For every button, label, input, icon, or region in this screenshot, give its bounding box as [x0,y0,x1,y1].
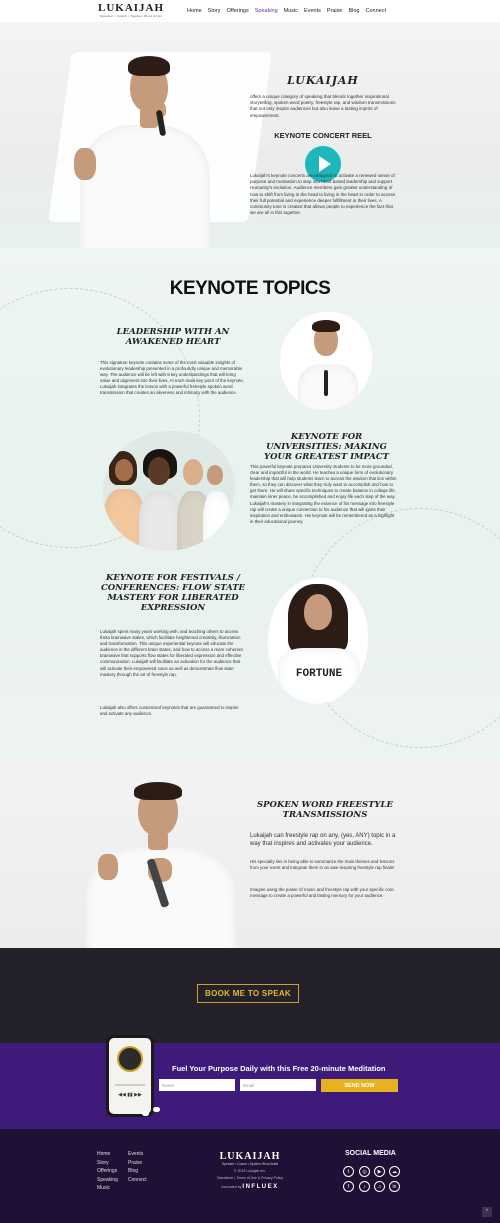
footer-link-events[interactable]: Events [128,1151,144,1157]
footer-tagline: Speaker • Coach • Spoken Word Artist [222,1162,278,1166]
topic-text-custom: Lukaijah also offers customized keynotes that are guaranteed to inspire and activate any audience. [100,705,239,717]
optin-title: Fuel Your Purpose Daily with this Free 20-minute Meditation [172,1064,386,1073]
spoken-word-text: His specialty lies in being able to summarize the main themes and lessons from your event and integrate them in an awe-inspiring freestyle rap finale! [250,859,395,871]
nav-offerings[interactable]: Offerings [226,8,249,14]
speaker-photo [280,312,372,410]
footer-link-home[interactable]: Home [97,1151,111,1157]
footer-links-col1 [97,1151,118,1191]
nav-events[interactable]: Events [304,8,321,14]
spoken-word-heading: SPOKEN WORD FREESTYLE TRANSMISSIONS [257,800,393,820]
agency-logo[interactable]: INFLUEX [242,1184,279,1190]
copyright: © 2019 Lukaijah Inc. [234,1169,266,1173]
earbud-icon [153,1107,160,1112]
keynote-topics-section [0,248,500,758]
topic-heading: LEADERSHIP WITH AN AWAKENED HEART [116,327,230,347]
students-photo [103,431,235,551]
site-logo[interactable] [98,3,164,18]
email-field[interactable]: Email [240,1079,316,1091]
legal-links[interactable]: Disclaimer | Terms of Use & Privacy Policy [217,1176,283,1180]
footer-link-music[interactable]: Music [97,1185,111,1191]
spoken-word-text: Imagine using the power of music and freestyle rap with your specific core message to create a powerful and lasting memory for your audience. [250,887,394,899]
topic-text: This signature keynote contains some of the most valuable insights of evolutionary leadership presented in a profoundly unique and memorable way. The audience will be left with 5 key understandings that will bring value and alignment into their lives. At each main key point of the keynote, Lukaijah integrates the lesson with a powerful freestyle spoken word transmission that creates an aliveness and intimacy with the audience. [100,360,245,396]
instagram-icon[interactable]: ◎ [359,1166,370,1177]
footer-link-story[interactable]: Story [97,1159,109,1166]
site-footer [0,1129,500,1223]
twitter-icon[interactable]: t [343,1166,354,1177]
logo-text: LUKAIJAH [98,2,165,14]
footer-link-speaking[interactable]: Speaking [97,1176,118,1183]
nav-story[interactable]: Story [207,8,221,14]
earbud-icon [142,1111,149,1116]
play-icon [319,156,331,172]
spoken-word-section [0,758,500,948]
brush-divider [0,948,500,956]
footer-link-connect[interactable]: Connect [128,1176,147,1183]
nav-connect[interactable]: Connect [365,8,386,14]
meditation-optin-section [0,1043,500,1129]
nav-home[interactable]: Home [187,8,202,14]
topic-text: Lukaijah spent many years working with, and teaching others to access theta brainwave states, which facilitate heightened creativity, illumination and transformation. This unique experiential keynote will educate the audience in the different brain states, and how to access a more coherent brainwave that supports flow states for liberated expression and effective communication. Lukaijah will facilitate an activation for the audience that will activate their empowered voice as well as demonstrate flow state mastery through the art of freestyle rap. [100,629,243,677]
footer-brand [200,1151,300,1190]
spotify-icon[interactable]: ♪ [359,1181,370,1192]
footer-link-blog[interactable]: Blog [128,1168,139,1174]
nav-praise[interactable]: Praise [326,8,343,14]
topic-heading: KEYNOTE FOR FESTIVALS / CONFERENCES: FLOW STATE MASTERY FOR LIBERATED EXPRESSION [100,573,246,613]
reel-title: KEYNOTE CONCERT REEL [274,131,372,140]
nav-music[interactable]: Music [283,8,299,14]
scroll-to-top-button[interactable]: ^ [482,1207,492,1217]
progress-bar [115,1084,145,1086]
main-menu [187,8,386,14]
send-now-button[interactable]: SEND NOW [321,1079,398,1092]
footer-logo[interactable]: LUKAIJAH [219,1151,281,1162]
social-media-title: SOCIAL MEDIA [345,1150,396,1157]
innovated-by-label: Innovated by [221,1185,242,1189]
hero-intro: offers a unique category of speaking that blends together inspirational storytelling, spoken word poetry, freestyle rap, and wisdom transmissions that not only inspire audiences but also leave a lasting imprint of empowerment. [250,94,396,118]
facebook-icon[interactable]: f [343,1181,354,1192]
name-field[interactable]: Name [159,1079,235,1091]
book-me-button[interactable]: BOOK ME TO SPEAK [197,984,299,1003]
reel-description: Lukaijah's keynote concerts are designed to activate a renewed sense of purpose and motivation to step into heart based leadership and support Humanity's evolution. Audience members gain greater understanding of how to shift from living in the head to living in the heart in order to access their full potential and experience deeper fulfillment in their lives. A community tone is created that allows people to experience the fact that we are all in this together. [250,173,396,216]
footer-link-offerings[interactable]: Offerings [97,1168,118,1174]
freestyle-speaker-photo [80,768,240,948]
soundcloud-icon[interactable]: ☁ [389,1166,400,1177]
topic-text: This powerful keynote prepares University students to be more grounded, clear and impactful in the world. He teaches a unique form of evolutionary leadership that will help students learn to access the wisdom that lies within them, so they can discover what they truly want to accomplish and how to get there. He will share specific techniques to create balance in college life, maintain inner peace, be accomplished and enjoy life each step of the way. Lukaijah's mastery in integrating the essence of his message into freestyle rap will create a unique connection to his audience that will ignite their inspiration and enthusiasm. His keynote will be remembered as a highlight in their educational journey. [250,464,397,524]
player-controls-icon: ◀◀ ▮▮ ▶▶ [118,1092,142,1098]
hero-speaker-photo [70,40,220,248]
speaker-photo [268,578,368,704]
phone-mockup [106,1035,154,1117]
spoken-word-lead: Lukaijah can freestyle rap on any, (yes, ANY) topic in a way that inspires and activates your audience. [250,833,396,847]
section-title: KEYNOTE TOPICS [169,278,331,299]
footer-link-praise[interactable]: Praise [128,1159,143,1166]
nav-blog[interactable]: Blog [348,8,360,14]
topic-heading: KEYNOTE FOR UNIVERSITIES: MAKING YOUR GREATEST IMPACT [264,432,389,462]
linkedin-icon[interactable]: in [389,1181,400,1192]
album-art [117,1046,143,1072]
logo-tagline: Speaker • Coach • Spoken Word Artist [100,14,162,18]
youtube-icon[interactable]: ▶ [374,1166,385,1177]
nav-speaking[interactable]: Speaking [254,8,278,14]
booking-band [0,948,500,1043]
itunes-icon[interactable]: ♫ [374,1181,385,1192]
top-navigation [0,0,500,22]
hero-section [0,22,500,248]
shirt-print: FORTUNE [295,668,343,680]
hero-title: LUKAIJAH [287,74,359,87]
footer-links-col2 [128,1151,147,1183]
